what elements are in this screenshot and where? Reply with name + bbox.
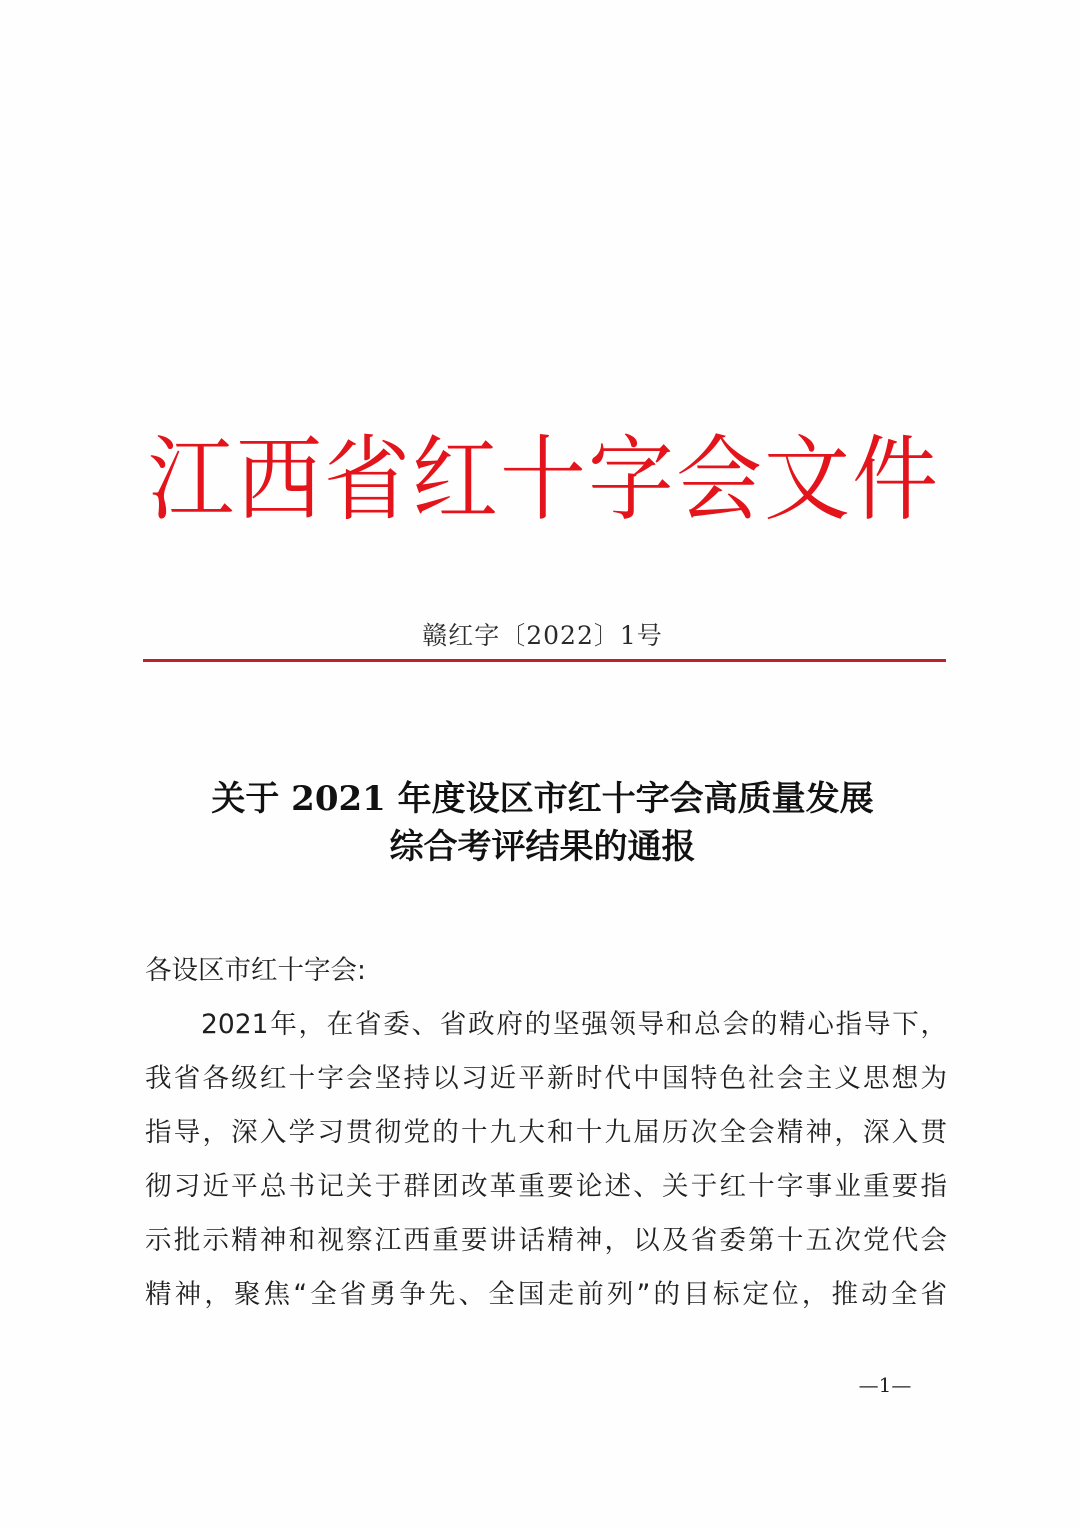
- document-number: 赣红字〔2022〕1号: [422, 621, 663, 650]
- body-line: 彻习近平总书记关于群团改革重要论述、关于红十字事业重要指: [145, 1171, 947, 1202]
- body-line: 精神，聚焦“全省勇争先、全国走前列”的目标定位，推动全省: [145, 1279, 947, 1310]
- red-divider-line: [143, 659, 946, 662]
- body-line: 我省各级红十字会坚持以习近平新时代中国特色社会主义思想为: [145, 1063, 947, 1094]
- page-number: —1—: [858, 1373, 912, 1397]
- document-header-title: 江西省红十字会文件: [148, 426, 940, 534]
- body-line: 指导，深入学习贯彻党的十九大和十九届历次全会精神，深入贯: [145, 1117, 947, 1148]
- salutation: 各设区市红十字会:: [145, 955, 366, 986]
- body-line: 示批示精神和视察江西重要讲话精神，以及省委第十五次党代会: [145, 1225, 947, 1256]
- body-line: 2021年，在省委、省政府的坚强领导和总会的精心指导下，: [201, 1009, 947, 1040]
- document-body: [145, 944, 947, 1322]
- title-line-2: 综合考评结果的通报: [389, 827, 696, 867]
- document-title: [140, 775, 945, 871]
- title-line-1: 关于 2021 年度设区市红十字会高质量发展: [211, 779, 874, 819]
